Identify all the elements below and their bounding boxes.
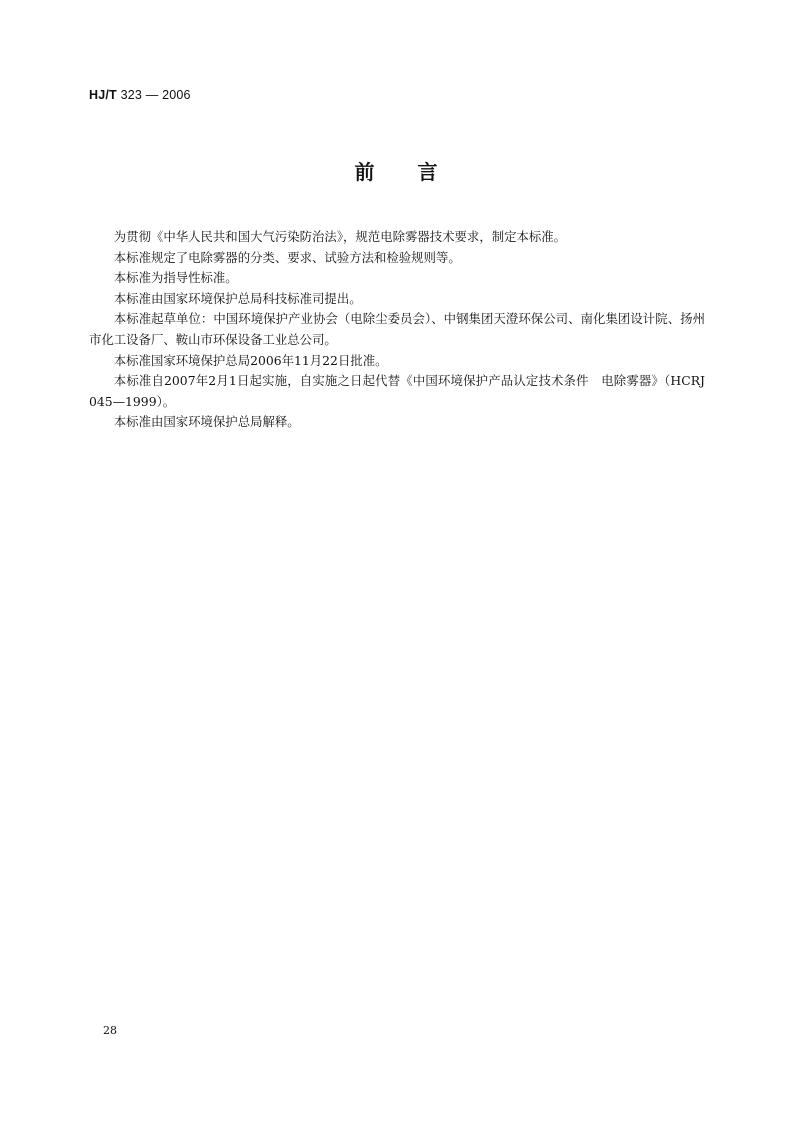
paragraph-approval: 本标准国家环境保护总局2006年11月22日批准。 (113, 352, 388, 368)
paragraph-drafters: 本标准起草单位：中国环境保护产业协会（电除尘委员会）、中钢集团天澄环保公司、南化集团设计院、扬州市化工设备厂、鞍山市环保设备工业总公司。 (89, 311, 705, 347)
paragraph-proposer: 本标准由国家环境保护总局科技标准司提出。 (113, 290, 362, 306)
paragraph-nature: 本标准为指导性标准。 (113, 270, 238, 286)
standard-code-number: 323 — 2006 (120, 88, 191, 102)
standard-code (89, 88, 191, 102)
paragraph-purpose: 为贯彻《中华人民共和国大气污染防治法》，规范电除雾器技术要求，制定本标准。 (113, 229, 567, 244)
foreword-body (89, 227, 705, 433)
standard-code-prefix: HJ/T (89, 88, 117, 102)
page-number: 28 (103, 1024, 117, 1037)
paragraph-scope: 本标准规定了电除雾器的分类、要求、试验方法和检验规则等。 (113, 249, 461, 265)
paragraph-interpretation: 本标准由国家环境保护总局解释。 (113, 414, 300, 430)
paragraph-implementation: 本标准自2007年2月1日起实施，自实施之日起代替《中国环境保护产品认定技术条件 电除雾器》（HCRJ 045—1999）。 (89, 373, 705, 409)
page-title: 前 言 (354, 160, 439, 184)
